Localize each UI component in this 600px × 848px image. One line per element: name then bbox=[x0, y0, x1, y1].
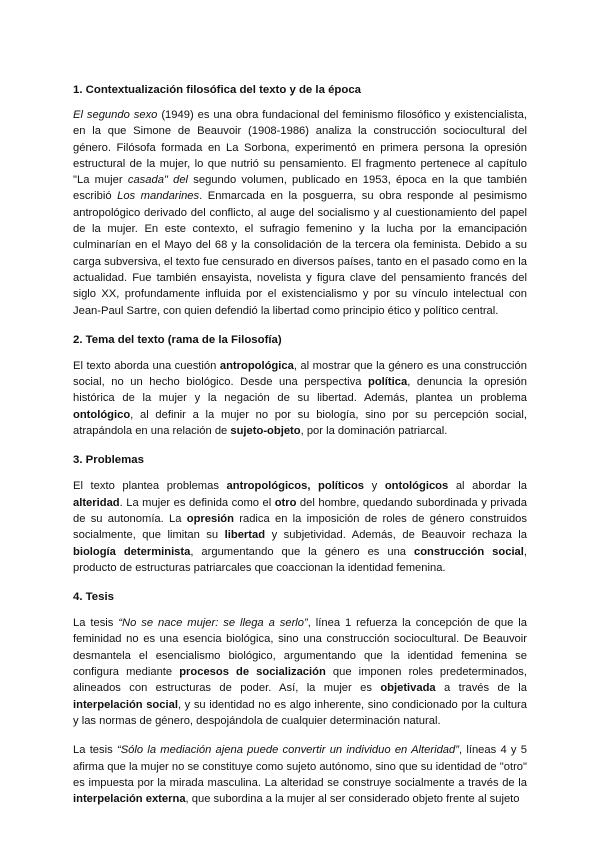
text-run: , al mostrar que la género es una construcción social, no un hecho biológico. Desde una perspectiva bbox=[73, 359, 527, 389]
italic-text: Los mandarines bbox=[117, 190, 200, 203]
bold-term: procesos de socialización bbox=[179, 666, 326, 679]
section-4-paragraph-2 bbox=[73, 742, 527, 807]
text-run: y bbox=[364, 480, 385, 493]
text-run: , y su identidad no es algo inherente, sino condicionado por la cultura y las normas de género, despojándola de cualquier determinación natural. bbox=[73, 698, 528, 727]
text-run: La tesis bbox=[73, 617, 119, 630]
text-run: , líneas 4 y 5 afirma que la mujer no se constituye como sujeto autónomo, sino que su identidad de "otro" es impuesta por la mirada masculina. La alteridad se construye socialmente a través de la bbox=[73, 744, 528, 789]
bold-term: opresión bbox=[186, 512, 234, 525]
section-3-heading: 3. Problemas bbox=[73, 454, 144, 467]
text-run: El texto aborda una cuestión bbox=[73, 359, 220, 372]
bold-term: biología determinista bbox=[73, 545, 191, 558]
text-run: , al definir a la mujer no por su biología, sino por su percepción social, atrapándola en una relación de bbox=[73, 408, 527, 438]
text-run: que imponen roles predeterminados, alineados con estructuras de poder. Así, la mujer es bbox=[73, 666, 527, 695]
section-3-paragraph bbox=[73, 478, 527, 576]
section-4-heading: 4. Tesis bbox=[73, 591, 114, 604]
text-run: La tesis bbox=[73, 744, 117, 757]
bold-term: libertad bbox=[224, 529, 266, 542]
italic-text: “Sólo la mediación ajena puede convertir un individuo en Alteridad” bbox=[116, 744, 459, 757]
text-run: . La mujer es definida como el bbox=[119, 496, 275, 509]
bold-term: alteridad bbox=[73, 496, 120, 509]
text-run: al abordar la bbox=[448, 480, 527, 493]
text-run: . Enmarcada en la posguerra, su obra responde al pesimismo antropológico derivado del conflicto, al auge del socialismo y al cuestionamiento del papel de la mujer. En este contexto, el sufragio femenino y la lucha por la emancipación culminarían en el Mayo del 68 y la consolidación de la tercera ola feminista. Debido a su carga subversiva, el texto fue censurado en diversos países, tanto en el pasado como en la actualidad. Fue también ensayista, novelista y figura clave del pensamiento francés del siglo XX, profundamente influida por el existencialismo y por su vínculo intelectual con Jean-Paul Sartre, con quien defendió la libertad como principio ético y político central. bbox=[73, 190, 527, 317]
text-run: , que subordina a la mujer al ser considerado objeto frente al sujeto bbox=[185, 793, 520, 806]
italic-text: casada" del bbox=[127, 174, 189, 187]
section-1-paragraph bbox=[73, 107, 527, 319]
text-run: , denuncia la opresión histórica de la mujer y la negación de su libertad. Además, plantea un problema bbox=[73, 376, 527, 405]
text-run: radica en la imposición de roles de género construidos socialmente, que limitan su bbox=[73, 512, 527, 542]
bold-term: construcción social bbox=[413, 545, 524, 558]
bold-term: política bbox=[368, 376, 408, 389]
section-1-heading: 1. Contextualización filosófica del texto y de la época bbox=[73, 84, 362, 96]
text-run: , línea 1 refuerza la concepción de que la feminidad no es una esencia biológica, sino una construcción sociocultural. De Beauvoir desmantela el esencialismo biológico, argumentando que la identidad femenina se configura mediante bbox=[73, 617, 527, 679]
text-run: segundo volumen, publicado en 1953, época en la que también escribió bbox=[73, 174, 528, 203]
section-2-heading: 2. Tema del texto (rama de la Filosofía) bbox=[73, 333, 282, 346]
text-run: , por la dominación patriarcal. bbox=[300, 425, 448, 438]
italic-text: El segundo sexo bbox=[73, 109, 158, 121]
bold-term: ontológico bbox=[73, 408, 131, 421]
bold-term: objetivada bbox=[380, 682, 436, 695]
bold-term: antropológicos, políticos bbox=[226, 480, 365, 493]
bold-term: interpelación social bbox=[73, 698, 178, 711]
text-run: , argumentando que la género es una bbox=[190, 545, 414, 558]
bold-term: antropológica bbox=[219, 359, 294, 372]
bold-term: interpelación externa bbox=[73, 793, 186, 806]
bold-term: sujeto-objeto bbox=[230, 425, 301, 438]
text-run: y subjetividad. Además, de Beauvoir rechaza la bbox=[265, 529, 528, 542]
bold-term: ontológicos bbox=[384, 480, 449, 493]
bold-term: otro bbox=[274, 496, 297, 509]
italic-text: “No se nace mujer: se llega a serlo” bbox=[118, 617, 308, 630]
text-run: (1949) es una obra fundacional del feminismo filosófico y existencialista, en la que Simone de Beauvoir (1908-1986) analiza la construcción sociocultural del género. Filósofa formada en La Sorbona, experimentó en primera persona la opresión estructural de la mujer, lo que nutrió su pensamiento. El fragmento pertenece al capítulo "La mujer bbox=[73, 109, 527, 187]
text-run: , producto de estructuras patriarcales que coaccionan la identidad femenina. bbox=[73, 545, 527, 574]
text-run: a través de la bbox=[435, 682, 527, 695]
section-4-paragraph-1 bbox=[73, 615, 527, 729]
text-run: El texto plantea problemas bbox=[73, 480, 227, 493]
section-2-paragraph bbox=[73, 358, 527, 439]
text-run: del hombre, quedando subordinada y privada de su autonomía. La bbox=[73, 496, 528, 525]
